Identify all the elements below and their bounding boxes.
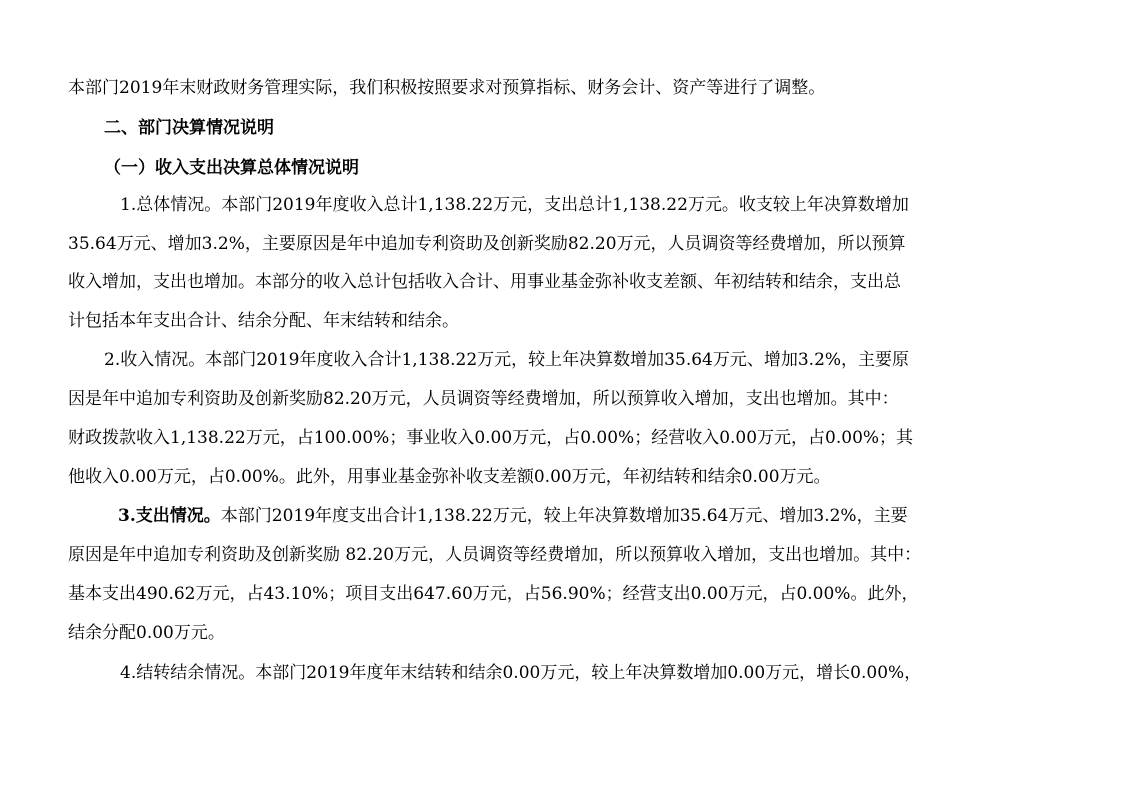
paragraph-line: 计包括本年支出合计、结余分配、年末结转和结余。 xyxy=(68,311,459,331)
paragraph-line: 35.64万元、增加3.2%，主要原因是年中追加专利资助及创新奖励82.20万元，人员调资等经费增加，所以预算 xyxy=(68,234,906,254)
paragraph-line-rest: 本部门2019年度支出合计1,138.22万元，较上年决算数增加35.64万元、增加3.2%，主要 xyxy=(220,506,908,526)
paragraph-line: 2.收入情况。本部门2019年度收入合计1,138.22万元，较上年决算数增加35.64万元、增加3.2%，主要原 xyxy=(104,350,910,370)
section-2-heading: 二、部门决算情况说明 xyxy=(104,118,274,138)
paragraph-line: 财政拨款收入1,138.22万元，占100.00%；事业收入0.00万元，占0.00%；经营收入0.00万元，占0.00%；其 xyxy=(68,428,914,448)
paragraph-line xyxy=(118,504,908,528)
intro-line: 本部门2019年末财政财务管理实际，我们积极按照要求对预算指标、财务会计、资产等进行了调整。 xyxy=(68,78,826,98)
paragraph-line: 因是年中追加专利资助及创新奖励82.20万元，人员调资等经费增加，所以预算收入增加，支出也增加。其中： xyxy=(68,389,899,409)
paragraph-line: 结余分配0.00万元。 xyxy=(68,623,225,643)
paragraph-lead-bold: 3.支出情况。 xyxy=(118,506,221,526)
paragraph-line: 4.结转结余情况。本部门2019年度年末结转和结余0.00万元，较上年决算数增加0.00万元，增长0.00%， xyxy=(120,663,922,683)
paragraph-line: 原因是年中追加专利资助及创新奖励 82.20万元，人员调资等经费增加，所以预算收入增加，支出也增加。其中： xyxy=(68,545,922,565)
paragraph-line: 1.总体情况。本部门2019年度收入总计1,138.22万元，支出总计1,138.22万元。收支较上年决算数增加 xyxy=(120,195,909,215)
paragraph-line: 他收入0.00万元，占0.00%。此外，用事业基金弥补收支差额0.00万元，年初结转和结余0.00万元。 xyxy=(68,467,831,487)
paragraph-line: 收入增加，支出也增加。本部分的收入总计包括收入合计、用事业基金弥补收支差额、年初结转和结余，支出总 xyxy=(68,272,901,292)
subsection-1-heading: （一）收入支出决算总体情况说明 xyxy=(104,158,359,178)
paragraph-line: 基本支出490.62万元，占43.10%；项目支出647.60万元，占56.90%；经营支出0.00万元，占0.00%。此外， xyxy=(68,584,919,604)
